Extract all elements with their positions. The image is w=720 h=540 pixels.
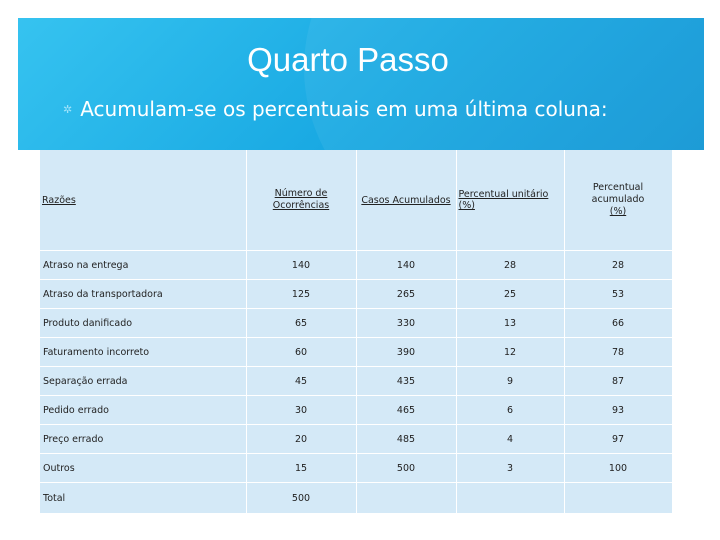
cell-razao: Pedido errado: [40, 396, 246, 425]
table-row: [40, 309, 672, 338]
cell-razao: Atraso da transportadora: [40, 280, 246, 309]
cell-razao: Separação errada: [40, 367, 246, 396]
header-percentual-unitario: Percentual unitário (%): [456, 150, 564, 251]
cell-ocorrencias: 140: [246, 251, 356, 280]
header-ocorrencias: [246, 150, 356, 251]
cell-razao: Produto danificado: [40, 309, 246, 338]
total-label: Total: [40, 483, 246, 514]
cell-casos: 500: [356, 454, 456, 483]
cell-ocorrencias: 30: [246, 396, 356, 425]
cell-ocorrencias: 20: [246, 425, 356, 454]
table-row: [40, 367, 672, 396]
cell-razao: Preço errado: [40, 425, 246, 454]
cell-razao: Faturamento incorreto: [40, 338, 246, 367]
cell-casos: 140: [356, 251, 456, 280]
total-empty-casos: [356, 483, 456, 514]
cell-unitario: 4: [456, 425, 564, 454]
table-header-row: [40, 150, 672, 251]
bullet-icon: ✲: [63, 103, 73, 116]
cell-ocorrencias: 60: [246, 338, 356, 367]
table-row: [40, 396, 672, 425]
table-total-row: [40, 483, 672, 514]
cell-acumulado: 100: [564, 454, 672, 483]
cell-acumulado: 78: [564, 338, 672, 367]
cell-casos: 435: [356, 367, 456, 396]
cell-acumulado: 87: [564, 367, 672, 396]
cell-acumulado: 66: [564, 309, 672, 338]
header-casos: Casos Acumulados: [356, 150, 456, 251]
header-acumulado-line1: Percentual acumulado: [591, 182, 645, 205]
cell-unitario: 28: [456, 251, 564, 280]
total-ocorrencias: 500: [246, 483, 356, 514]
cell-acumulado: 53: [564, 280, 672, 309]
total-empty-acumulado: [564, 483, 672, 514]
table-row: [40, 338, 672, 367]
cell-unitario: 3: [456, 454, 564, 483]
cell-unitario: 6: [456, 396, 564, 425]
cell-acumulado: 93: [564, 396, 672, 425]
bullet-point: [63, 96, 608, 122]
cell-casos: 265: [356, 280, 456, 309]
cell-casos: 390: [356, 338, 456, 367]
pareto-table: [40, 150, 673, 514]
cell-acumulado: 28: [564, 251, 672, 280]
header-acumulado-line2: (%): [609, 206, 627, 217]
cell-casos: 485: [356, 425, 456, 454]
cell-unitario: 12: [456, 338, 564, 367]
table-row: [40, 425, 672, 454]
header-ocorrencias-line1: Número de: [274, 188, 328, 199]
cell-acumulado: 97: [564, 425, 672, 454]
cell-ocorrencias: 45: [246, 367, 356, 396]
cell-unitario: 9: [456, 367, 564, 396]
bullet-text: Acumulam-se os percentuais em uma última coluna:: [80, 97, 608, 121]
header-razoes: Razões: [40, 150, 246, 251]
cell-razao: Outros: [40, 454, 246, 483]
cell-casos: 465: [356, 396, 456, 425]
cell-ocorrencias: 15: [246, 454, 356, 483]
cell-unitario: 13: [456, 309, 564, 338]
header-percentual-acumulado: [564, 150, 672, 251]
title-banner: [18, 18, 704, 150]
total-empty-unitario: [456, 483, 564, 514]
cell-casos: 330: [356, 309, 456, 338]
cell-ocorrencias: 125: [246, 280, 356, 309]
cell-razao: Atraso na entrega: [40, 251, 246, 280]
slide-title: Quarto Passo: [247, 41, 449, 78]
cell-unitario: 25: [456, 280, 564, 309]
table-row: [40, 454, 672, 483]
table-row: [40, 280, 672, 309]
table-row: [40, 251, 672, 280]
header-ocorrencias-line2: Ocorrências: [272, 200, 330, 211]
data-table-container: [40, 150, 672, 514]
cell-ocorrencias: 65: [246, 309, 356, 338]
